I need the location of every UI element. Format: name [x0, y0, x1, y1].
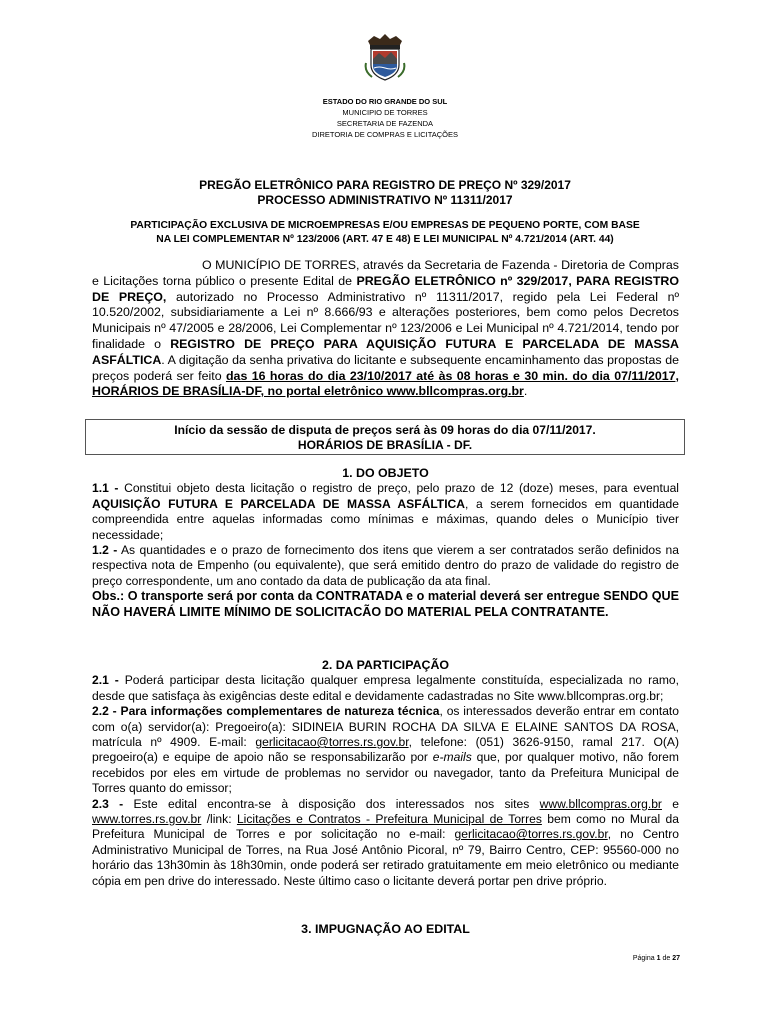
- participation-notice-line2: NA LEI COMPLEMENTAR Nº 123/2006 (ART. 47 E 48) E LEI MUNICIPAL Nº 4.721/2014 (ART. 44): [156, 234, 614, 245]
- section-3-heading: 3. IMPUGNAÇÃO AO EDITAL: [301, 922, 470, 936]
- bidding-period: das 16 horas do dia 23/10/2017 até às 08 horas e 30 min. do dia 07/11/2017, HORÁRIOS DE BRASÍLIA-DF, no portal eletrônico www.bllcompras.org.br: [92, 368, 679, 399]
- session-start-line2: HORÁRIOS DE BRASÍLIA - DF.: [297, 438, 473, 452]
- directorate-name: DIRETORIA DE COMPRAS E LICITAÇÕES: [311, 130, 458, 139]
- clause-2-1: 2.1 - Poderá participar desta licitação qualquer empresa legalmente constituída, especializada no ramo, desde que satisfaça às exigências deste edital e devidamente cadastradas no Site www.bllcompras.org.br;: [92, 673, 680, 703]
- section-2-participation: [92, 658, 679, 889]
- section-2-heading: 2. DA PARTICIPAÇÃO: [321, 658, 450, 672]
- secretariat-name: SECRETARIA DE FAZENDA: [336, 119, 434, 128]
- transport-note: Obs.: O transporte será por conta da CONTRATADA e o material deverá ser entregue SENDO QUE NÃO HAVERÁ LIMITE MÍNIMO DE SOLICITACÃO DO MATERIAL PELA CONTRATANTE.: [92, 589, 679, 619]
- page-number: Página 1 de 27: [632, 955, 680, 962]
- clause-1-2: 1.2 - As quantidades e o prazo de fornecimento dos itens que vierem a ser contratados serão definidos na respectiva nota de Empenho (ou equivalente), que será emitido dentro do prazo de validade do registro de preço correspondente, um ano contado da data de publicação da ata final.: [92, 543, 679, 588]
- clause-2-3: 2.3 - Este edital encontra-se à disposição dos interessados nos sites www.bllcompras.org.br e www.torres.rs.gov.br /link: Licitações e Contratos - Prefeitura Municipal de Torres bem como no Mural da Prefeitura Municipal de Torres e por solicitação no e-mail: gerlicitacao@torres.rs.gov.br, no Centro Administrativo Municipal de Torres, na Rua José Antônio Picoral, nº 79, Bairro Centro, CEP: 95560-000 no horário das 13h30min às 18h30min, onde poderá ser retirado gratuitamente em meio eletrônico ou mediante cópia em pen drive do interessado. Neste último caso o licitante deverá portar pen drive próprio.: [92, 796, 680, 888]
- document-title-line2: PROCESSO ADMINISTRATIVO Nº 11311/2017: [257, 193, 513, 207]
- state-name: ESTADO DO RIO GRANDE DO SUL: [322, 97, 448, 106]
- torres-site-link[interactable]: www.torres.rs.gov.br: [92, 812, 202, 827]
- municipality-name: MUNICIPIO DE TORRES: [342, 108, 428, 117]
- bllcompras-link[interactable]: www.bllcompras.org.br: [539, 796, 662, 811]
- section-1-heading: 1. DO OBJETO: [342, 466, 429, 480]
- section-3-impugnation: [92, 922, 679, 937]
- section-1-object: [92, 466, 679, 620]
- intro-paragraph: O MUNICÍPIO DE TORRES, através da Secretaria de Fazenda - Diretoria de Compras e Licitações torna público o presente Edital de PREGÃO ELETRÔNICO nº 329/2017, PARA REGISTRO DE PREÇO, autorizado no Processo Administrativo nº 11311/2017, regido pela Lei Federal nº 10.520/2002, subsidiariamente a Lei nº 8.666/93 e alterações posteriores, bem como pelos Decretos Municipais nº 47/2005 e 28/2006, Lei Complementar nº 123/2006 e Lei Municipal nº 4.721/2014, tendo por finalidade o REGISTRO DE PREÇO PARA AQUISIÇÃO FUTURA E PARCELADA DE MASSA ASFÁLTICA. A digitação da senha privativa do licitante e subsequente encaminhamento das propostas de preços poderá ser feito das 16 horas do dia 23/10/2017 até às 08 horas e 30 min. do dia 07/11/2017, HORÁRIOS DE BRASÍLIA-DF, no portal eletrônico www.bllcompras.org.br.: [92, 258, 679, 399]
- request-email-link[interactable]: gerlicitacao@torres.rs.gov.br: [454, 827, 608, 842]
- participation-notice-line1: PARTICIPAÇÃO EXCLUSIVA DE MICROEMPRESAS E/OU EMPRESAS DE PEQUENO PORTE, COM BASE: [130, 220, 640, 231]
- municipal-coat-of-arms-icon: [364, 33, 406, 81]
- clause-2-2: 2.2 - Para informações complementares de natureza técnica, os interessados deverão entrar em contato com o(a) servidor(a): Pregoeiro(a): SIDINEIA BURIN ROCHA DA SILVA E ELAINE SANTOS DA ROSA, matrícula nº 4909. E-mail: gerlicitacao@torres.rs.gov.br, telefone: (051) 3626-9150, ramal 217. O(A) pregoeiro(a) e equipe de apoio não se responsabilizarão por e-mails que, por qualquer motivo, não forem recebidos por eles em virtude de problemas no servidor ou navegador, tanto da Prefeitura Municipal de Torres quanto do emissor;: [92, 704, 680, 796]
- contact-email-link[interactable]: gerlicitacao@torres.rs.gov.br: [255, 735, 409, 750]
- document-title-line1: PREGÃO ELETRÔNICO PARA REGISTRO DE PREÇO Nº 329/2017: [199, 178, 571, 192]
- session-start-line1: Início da sessão de disputa de preços será às 09 horas do dia 07/11/2017.: [174, 423, 596, 437]
- session-start-box: [85, 419, 685, 455]
- licitacoes-contratos-link[interactable]: Licitações e Contratos - Prefeitura Municipal de Torres: [236, 812, 542, 827]
- clause-1-1: 1.1 - Constitui objeto desta licitação o registro de preço, pelo prazo de 12 (doze) meses, para eventual AQUISIÇÃO FUTURA E PARCELADA DE MASSA ASFÁLTICA, a serem fornecidos em quantidade compreendida entre aquelas informadas como mínimas e máximas, quando deles o Município tiver necessidade;: [92, 481, 679, 542]
